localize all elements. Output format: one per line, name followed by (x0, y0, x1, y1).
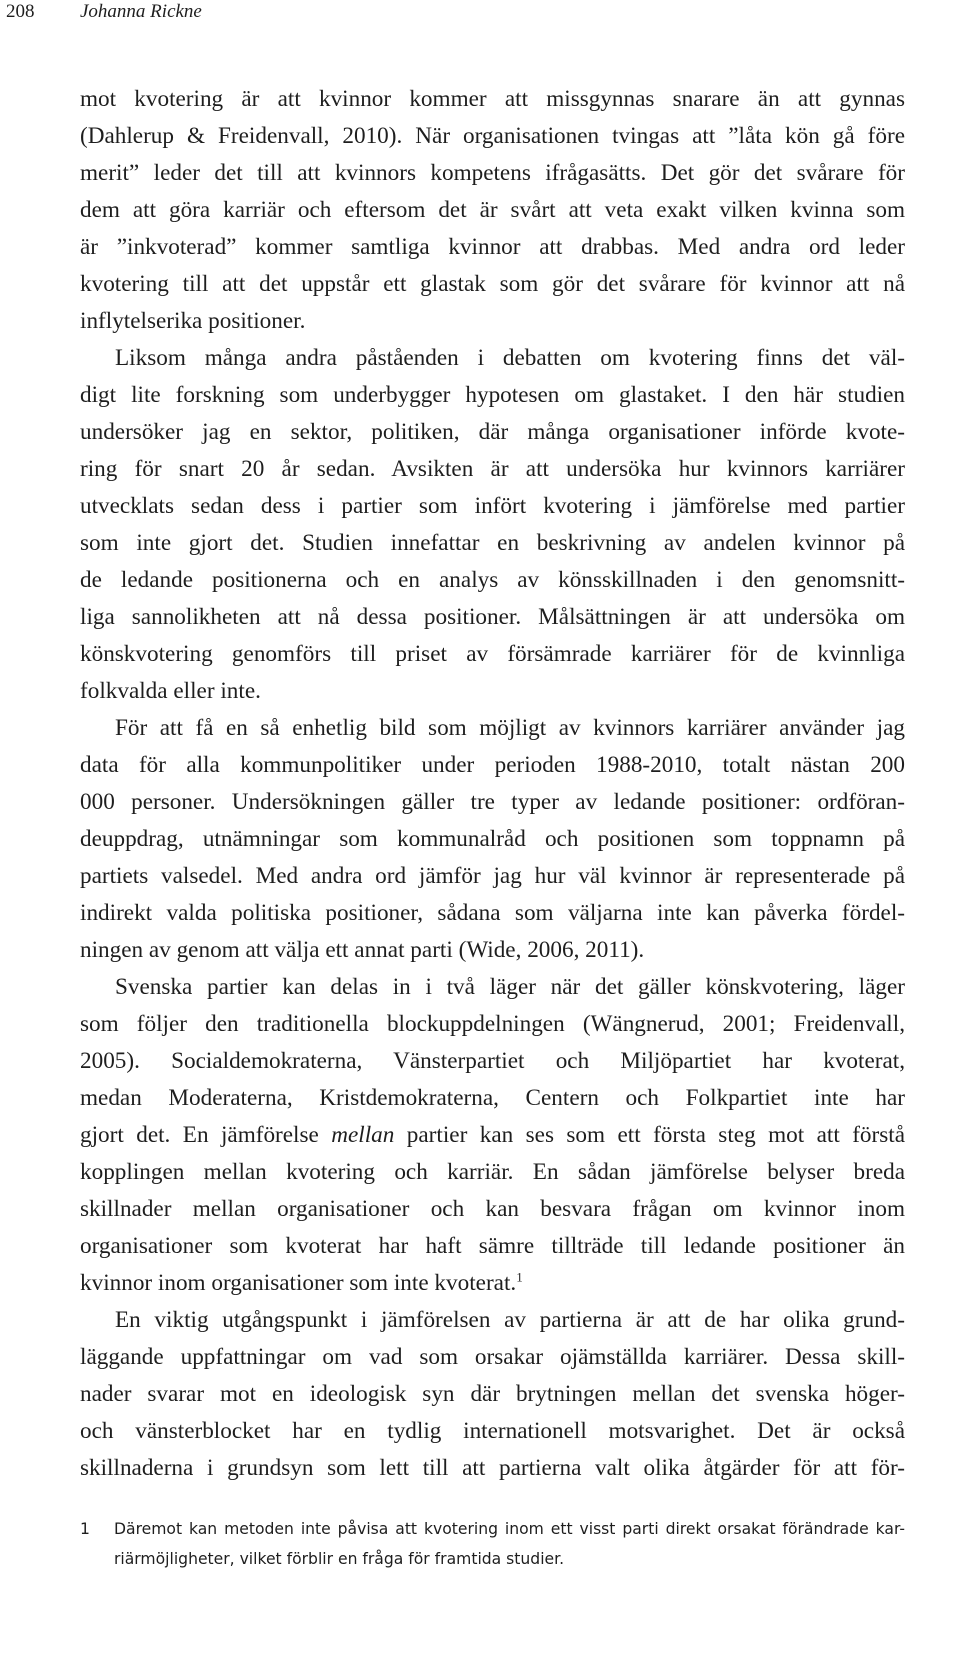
footnote (80, 1514, 905, 1574)
text-line-with-footnote-ref (80, 1265, 905, 1302)
text-line: mot kvotering är att kvinnor kommer att missgynnas snarare än att gynnas (80, 86, 905, 112)
text-line: Svenska partier kan delas in i två läger när det gäller könskvotering, läger (115, 974, 905, 1000)
footnote-line (80, 1514, 905, 1544)
text-line: som följer den traditionella blockuppdelningen (Wängnerud, 2001; Freidenvall, (80, 1011, 905, 1037)
text-line: organisationer som kvoterat har haft sämre tillträde till ledande positioner än (80, 1233, 905, 1259)
footnote-line (80, 1544, 905, 1574)
text-line: läggande uppfattningar om vad som orsakar ojämställda karriärer. Dessa skill- (80, 1344, 905, 1370)
text-line: och vänsterblocket har en tydlig internationell motsvarighet. Det är också (80, 1418, 905, 1444)
text-line: ring för snart 20 år sedan. Avsikten är att undersöka hur kvinnors karriärer (80, 456, 905, 482)
text-line: könskvotering genomförs till priset av försämrade karriärer för de kvinnliga (80, 641, 905, 667)
footnote-text: Däremot kan metoden inte påvisa att kvotering inom ett visst parti direkt orsakat förändrade kar- (114, 1520, 905, 1538)
text-line: skillnader mellan organisationer och kan besvara frågan om kvinnor inom (80, 1196, 905, 1222)
text-line: En viktig utgångspunkt i jämförelsen av partierna är att de har olika grund- (115, 1307, 905, 1333)
text-line: deuppdrag, utnämningar som kommunalråd och positionen som toppnamn på (80, 826, 905, 852)
text-line: digt lite forskning som underbygger hypotesen om glastaket. I den här studien (80, 382, 905, 408)
text-line: som inte gjort det. Studien innefattar en beskrivning av andelen kvinnor på (80, 530, 905, 556)
text-line: kvotering till att det uppstår ett glastak som gör det svårare för kvinnor att nå (80, 271, 905, 297)
text-line: 2005). Socialdemokraterna, Vänsterpartiet och Miljöpartiet har kvoterat, (80, 1048, 905, 1074)
text-line: är ”inkvoterad” kommer samtliga kvinnor att drabbas. Med andra ord leder (80, 234, 905, 260)
text-line: data för alla kommunpolitiker under perioden 1988-2010, totalt nästan 200 (80, 752, 905, 778)
text-line-with-italic (80, 1117, 905, 1154)
text-line: merit” leder det till att kvinnors kompetens ifrågasätts. Det gör det svårare för (80, 160, 905, 186)
text-line: 000 personer. Undersökningen gäller tre typer av ledande positioner: ordföran- (80, 789, 905, 815)
text-line: folkvalda eller inte. (80, 678, 261, 704)
text-line: skillnaderna i grundsyn som lett till att partierna valt olika åtgärder för att för- (80, 1455, 905, 1481)
text-line: de ledande positionerna och en analys av könsskillnaden i den genomsnitt- (80, 567, 905, 593)
text-line: För att få en så enhetlig bild som möjligt av kvinnors karriärer använder jag (115, 715, 905, 741)
text-line: medan Moderaterna, Kristdemokraterna, Centern och Folkpartiet inte har (80, 1085, 905, 1111)
text-segment: kvinnor inom organisationer som inte kvoterat. (80, 1270, 517, 1296)
text-line: partiets valsedel. Med andra ord jämför jag hur väl kvinnor är representerade på (80, 863, 905, 889)
footnote-number: 1 (80, 1520, 90, 1538)
running-head: Johanna Rickne (80, 1, 202, 22)
page-number: 208 (6, 1, 35, 22)
text-line: liga sannolikheten att nå dessa positioner. Målsättningen är att undersöka om (80, 604, 905, 630)
text-line: dem att göra karriär och eftersom det är svårt att veta exakt vilken kvinna som (80, 197, 905, 223)
footnote-reference[interactable]: 1 (516, 1269, 523, 1285)
body-text (80, 81, 905, 1487)
text-line: inflytelserika positioner. (80, 308, 306, 334)
text-segment: partier kan ses som ett första steg mot att förstå (394, 1122, 905, 1148)
italic-emphasis: mellan (331, 1122, 395, 1148)
page-header (0, 0, 960, 36)
text-line: undersöker jag en sektor, politiken, där många organisationer införde kvote- (80, 419, 905, 445)
text-line: utvecklats sedan dess i partier som infört kvotering i jämförelse med partier (80, 493, 905, 519)
text-line: kopplingen mellan kvotering och karriär. En sådan jämförelse belyser breda (80, 1159, 905, 1185)
text-segment: gjort det. En jämförelse (80, 1122, 332, 1148)
text-line: indirekt valda politiska positioner, sådana som väljarna inte kan påverka fördel- (80, 900, 905, 926)
text-line: ningen av genom att välja ett annat parti (Wide, 2006, 2011). (80, 937, 645, 963)
text-line: nader svarar mot en ideologisk syn där brytningen mellan det svenska höger- (80, 1381, 905, 1407)
text-line: Liksom många andra påståenden i debatten om kvotering finns det väl- (115, 345, 905, 371)
footnote-text: riärmöjligheter, vilket förblir en fråga för framtida studier. (114, 1550, 565, 1568)
text-line: (Dahlerup & Freidenvall, 2010). När organisationen tvingas att ”låta kön gå före (80, 123, 905, 149)
